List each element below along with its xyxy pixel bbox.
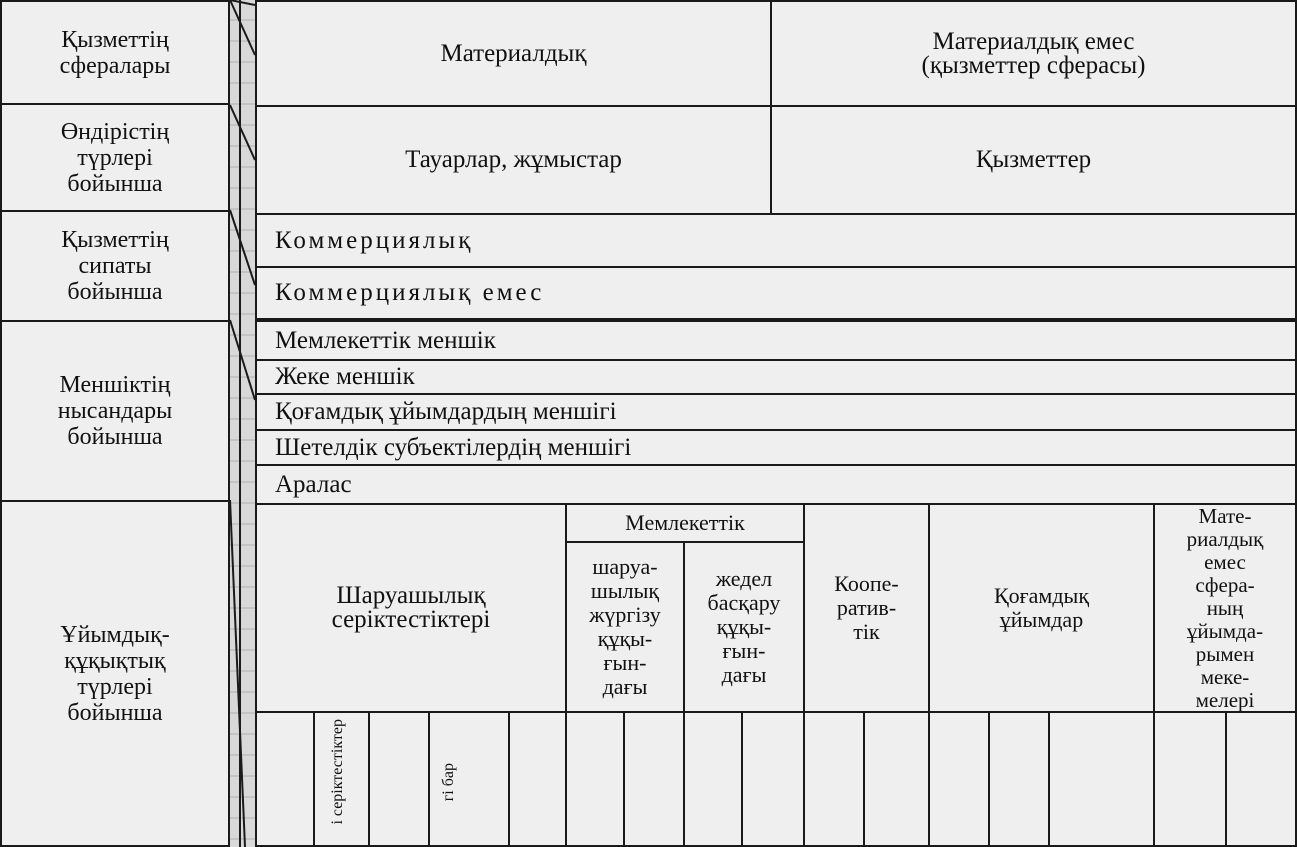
sub-column [803,711,865,847]
character-commercial: Коммерциялық [255,213,1297,268]
sub-column [928,711,990,847]
ownership-mixed: Аралас [255,464,1297,505]
sub-column [428,711,510,847]
ownership-foreign: Шетелдік субъектілердің меншігі [255,429,1297,466]
label-ownership-forms: Меншіктің нысандары бойынша [0,320,230,502]
sub-column [368,711,430,847]
sub-column [1225,711,1297,847]
production-services: Қызметтер [770,105,1297,215]
sub-column [683,711,743,847]
sub-column-label: гі бар [440,763,457,802]
legal-farm-partnerships: Шаруашылық серіктестіктері [255,503,567,713]
ownership-public-orgs: Қоғамдық ұйымдардың меншігі [255,393,1297,431]
legal-operational-management: жедел басқару құқы- ғын- дағы [683,541,805,713]
sub-column [508,711,567,847]
sub-column [988,711,1050,847]
character-non-commercial: Коммерциялық емес [255,266,1297,320]
sub-column [313,711,370,847]
legal-economic-management: шаруа- шылық жүргізу құқы- ғын- дағы [565,541,685,713]
sub-column-label: і серіктестіктер [329,719,346,825]
legal-nonmaterial-orgs: Мате- риалдық емес сфера- ның ұйымда- рымен меке- мелері [1153,503,1297,713]
label-activity-character: Қызметтің сипаты бойынша [0,210,230,322]
sub-column [565,711,625,847]
legal-state: Мемлекеттік [565,503,805,543]
label-production-types: Өндірістің түрлері бойынша [0,103,230,212]
ownership-private: Жеке меншік [255,359,1297,395]
sub-column [255,711,315,847]
sub-column [1153,711,1227,847]
sub-column [741,711,805,847]
legal-cooperative: Коопе- ратив- тік [803,503,930,713]
sub-column [1048,711,1155,847]
sphere-non-material: Материалдық емес (қызметтер сферасы) [770,0,1297,107]
sub-column [623,711,685,847]
production-goods: Тауарлар, жұмыстар [255,105,772,215]
label-spheres: Қызметтің сфералары [0,0,230,105]
label-legal-forms: Ұйымдық- құқықтық түрлері бойынша [0,500,230,847]
ownership-state: Мемлекеттік меншік [255,320,1297,361]
legal-public-orgs: Қоғамдық ұйымдар [928,503,1155,713]
sphere-material: Материалдық [255,0,772,107]
sub-column [863,711,930,847]
